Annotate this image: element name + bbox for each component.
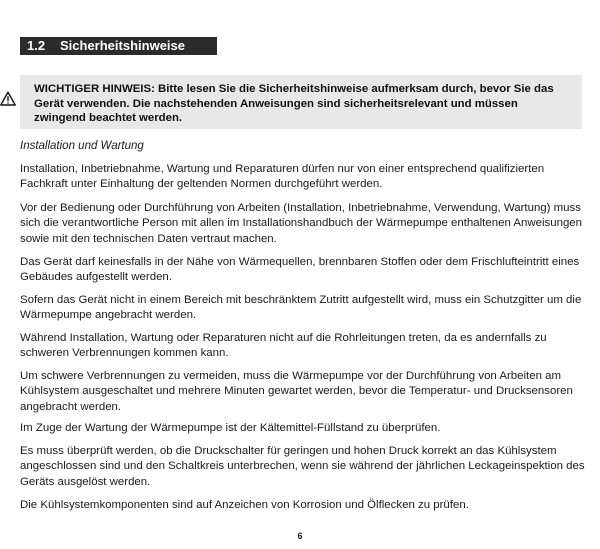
section-title: Sicherheitshinweise: [60, 38, 185, 53]
paragraph: Vor der Bedienung oder Durchführung von Arbeiten (Installation, Inbetriebnahme, Verwendung, Wartung) muss sich die verantwortliche Person mit allen im Installationshandbuch der Wärmepumpe enthaltenen Anweisungen sowie mit den technischen Daten vertraut machen.: [20, 202, 583, 245]
section-number: 1.2: [27, 38, 46, 53]
section-header: [20, 37, 217, 55]
paragraph: Während Installation, Wartung oder Reparaturen nicht auf die Rohrleitungen treten, da es andernfalls zu schweren Verbrennungen kommen kann.: [20, 332, 547, 360]
paragraph: Es muss überprüft werden, ob die Druckschalter für geringen und hohen Druck korrekt an das Kühlsystem angeschlossen sind und den Schaltkreis unterbrechen, wenn sie während der jährlichen Leckageinspektion des Geräts ausgelöst werden.: [20, 445, 585, 488]
important-notice-text: WICHTIGER HINWEIS: Bitte lesen Sie die Sicherheitshinweise aufmerksam durch, bevor Sie das Gerät verwenden. Die nachstehenden Anweisungen sind sicherheitsrelevant und müssen zwingend beachtet werden.: [34, 83, 554, 125]
paragraph: Sofern das Gerät nicht in einem Bereich mit beschränktem Zutritt aufgestellt wird, muss ein Schutzgitter um die Wärmepumpe angebracht werden.: [20, 294, 582, 322]
warning-triangle-icon: [0, 91, 16, 106]
paragraph: Installation, Inbetriebnahme, Wartung und Reparaturen dürfen nur von einer entsprechend qualifizierten Fachkraft unter Einhaltung der geltenden Normen durchgeführt werden.: [20, 163, 545, 191]
paragraph: Um schwere Verbrennungen zu vermeiden, muss die Wärmepumpe vor der Durchführung von Arbeiten am Kühlsystem ausgeschaltet und mehrere Minuten gewartet werden, bevor die Temperatur- und Drucksensoren angebracht werden.: [20, 370, 573, 413]
paragraph: Die Kühlsystemkomponenten sind auf Anzeichen von Korrosion und Ölflecken zu prüfen.: [20, 499, 469, 511]
page-number: 6: [297, 531, 303, 541]
paragraph: Im Zuge der Wartung der Wärmepumpe ist der Kältemittel-Füllstand zu überprüfen.: [20, 422, 441, 434]
paragraph: Das Gerät darf keinesfalls in der Nähe von Wärmequellen, brennbaren Stoffen oder dem Frischlufteintritt eines Gebäudes aufgestellt werden.: [20, 256, 580, 284]
subheading-installation: Installation und Wartung: [20, 140, 144, 152]
important-notice: [20, 75, 582, 129]
